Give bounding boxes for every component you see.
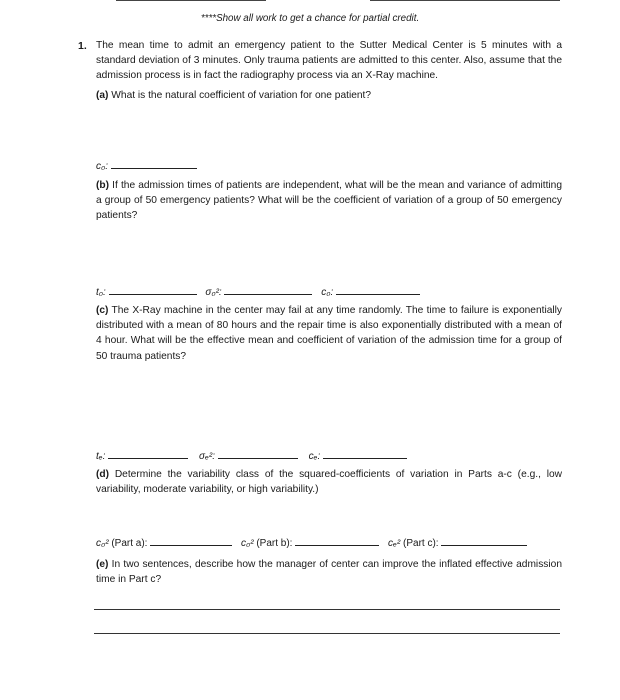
part-a-text: What is the natural coefficient of variation for one patient? <box>111 90 372 101</box>
part-c-answer-row <box>96 449 407 462</box>
part-b-answer-row <box>96 285 420 298</box>
question-number: 1. <box>78 40 87 52</box>
part-b <box>96 178 562 224</box>
part-a-tag: (a) <box>96 90 109 101</box>
top-rule-right <box>370 0 560 1</box>
c0-squared-b-blank[interactable] <box>295 536 379 546</box>
part-b-ref-label: (Part b): <box>256 538 293 549</box>
sigma0-squared-answer-blank[interactable] <box>224 285 312 295</box>
part-a <box>96 88 562 103</box>
part-e-answer-line-1[interactable] <box>94 609 560 610</box>
part-c <box>96 303 562 364</box>
part-d-answer-row <box>96 536 527 549</box>
c0-squared-a-blank[interactable] <box>150 536 232 546</box>
ce-label: cₑ: <box>308 451 321 462</box>
c0-squared-b-symbol: c₀² <box>241 538 254 549</box>
part-a-ref-label: (Part a): <box>111 538 148 549</box>
te-label: tₑ: <box>96 451 106 462</box>
top-rule-left <box>116 0 266 1</box>
partial-credit-note: ****Show all work to get a chance for partial credit. <box>200 13 420 24</box>
part-b-tag: (b) <box>96 180 110 191</box>
part-e-text: In two sentences, describe how the manager of center can improve the inflated effective admission time in Part c? <box>96 559 562 586</box>
part-a-answer-row <box>96 159 197 172</box>
part-c-text: The X-Ray machine in the center may fail at any time randomly. The time to failure is exponentially distributed with a mean of 80 hours and the repair time is also exponentially distributed with a mean of 4 hour. What will be the effective mean and coefficient of variation of the admission time for a group of 50 trauma patients? <box>96 305 562 362</box>
c0-b-answer-blank[interactable] <box>336 285 420 295</box>
part-e <box>96 557 562 587</box>
part-c-ref-label: (Part c): <box>403 538 439 549</box>
part-d-text: Determine the variability class of the squared-coefficients of variation in Parts a-c (e.g., low variability, moderate variability, or high variability.) <box>96 469 562 496</box>
ce-answer-blank[interactable] <box>323 449 407 459</box>
part-d <box>96 467 562 497</box>
part-c-tag: (c) <box>96 305 109 316</box>
t0-label: t₀: <box>96 287 106 298</box>
c0-b-label: c₀: <box>321 287 334 298</box>
part-e-answer-line-2[interactable] <box>94 633 560 634</box>
part-b-text: If the admission times of patients are independent, what will be the mean and variance of admitting a group of 50 emergency patients? What will be the coefficient of variation of a group of 50 emergency patients? <box>96 180 562 222</box>
ce-squared-c-blank[interactable] <box>441 536 527 546</box>
sigma0-squared-label: σ₀²: <box>205 287 222 298</box>
c0-answer-blank[interactable] <box>111 159 197 169</box>
c0-label: c₀: <box>96 161 108 172</box>
c0-squared-a-symbol: c₀² <box>96 538 109 549</box>
question-intro: The mean time to admit an emergency patient to the Sutter Medical Center is 5 minutes with a standard deviation of 3 minutes. Only trauma patients are admitted to this center. Also, assume that the admission process is in fact the radiography process via an X-Ray machine. <box>96 40 562 82</box>
part-d-tag: (d) <box>96 469 110 480</box>
ce-squared-c-symbol: cₑ² <box>388 538 401 549</box>
sigmae-squared-label: σₑ²: <box>199 451 216 462</box>
sigmae-squared-answer-blank[interactable] <box>218 449 298 459</box>
te-answer-blank[interactable] <box>108 449 188 459</box>
t0-answer-blank[interactable] <box>109 285 197 295</box>
part-e-tag: (e) <box>96 559 109 570</box>
